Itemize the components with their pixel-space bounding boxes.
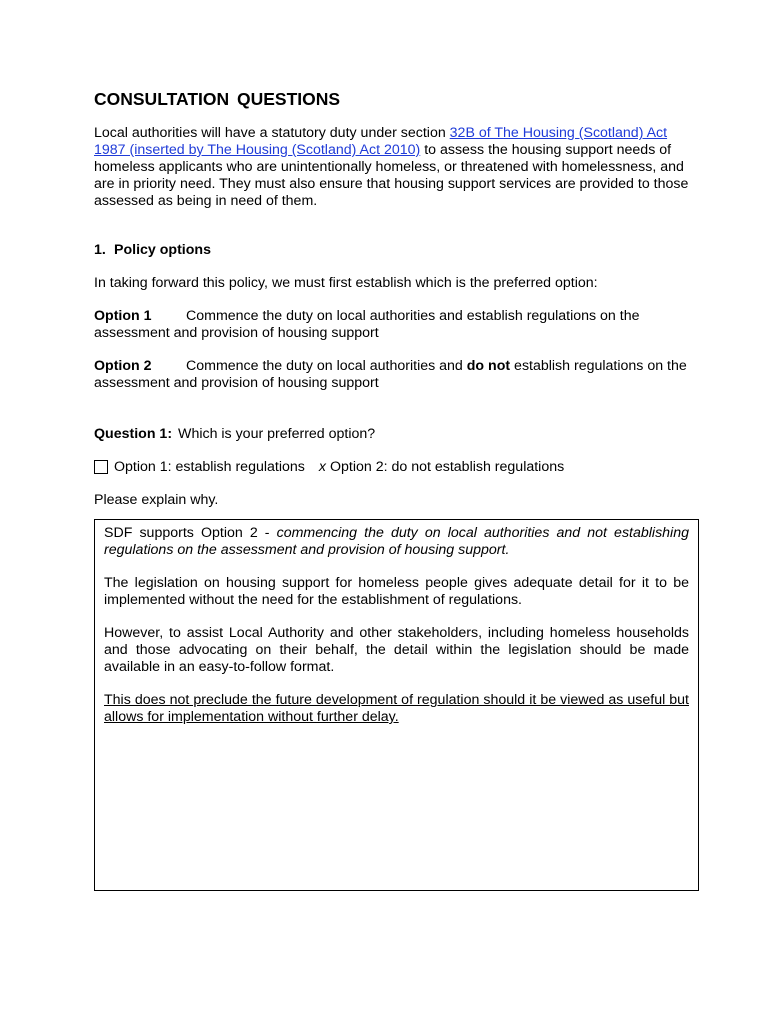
option-1-paragraph	[94, 308, 699, 342]
choice-2[interactable]	[319, 459, 564, 476]
section-heading	[94, 242, 699, 259]
answer-paragraph-4: This does not preclude the future development of regulation should it be viewed as useful but allows for implementation without further delay.	[104, 692, 689, 725]
option-2-text-start: Commence the duty on local authorities and	[186, 358, 467, 374]
page-title: CONSULTATION QUESTIONS	[94, 89, 341, 109]
explain-prompt: Please explain why.	[94, 492, 219, 508]
intro-paragraph	[94, 125, 699, 210]
choice-1-label: Option 1: establish regulations	[114, 459, 305, 475]
option-2-label: Option 2	[94, 358, 152, 374]
answer-box[interactable]	[94, 519, 699, 891]
option-2-text-end: establish regulations on the assessment and provision of housing support	[94, 358, 687, 391]
legislation-link[interactable]: 32B of The Housing (Scotland) Act 1987 (inserted by The Housing (Scotland) Act 2010)	[94, 125, 668, 158]
answer-paragraph-1	[104, 525, 689, 559]
document-page	[94, 88, 699, 509]
intro-text-start: Local authorities will have a statutory duty under section	[94, 125, 450, 141]
intro-text-end: to assess the housing support needs of homeless applicants who are unintentionally homeless, or threatened with homelessness, and are in priority need. They must also ensure that housing support services are provided to those assessed as being in need of them.	[94, 142, 689, 209]
section-number: 1.	[94, 242, 106, 258]
option-1-text: Commence the duty on local authorities and establish regulations on the assessment and provision of housing support	[94, 308, 640, 341]
answer-p1-italic: commencing the duty on local authorities and not establishing regulations on the assessment and provision of housing support.	[104, 525, 689, 558]
option-2-emphasis: do not	[466, 358, 511, 374]
option-1-checkbox[interactable]	[94, 460, 108, 474]
question-label: Question 1:	[94, 426, 173, 442]
answer-paragraph-3: However, to assist Local Authority and other stakeholders, including homeless households and those advocating on their behalf, the detail within the legislation should be made available in an easy-to-follow format.	[104, 625, 689, 675]
option-2-selected-mark: x	[318, 459, 326, 475]
answer-paragraph-2: The legislation on housing support for homeless people gives adequate detail for it to be implemented without the need for the establishment of regulations.	[104, 575, 689, 608]
choice-2-label: Option 2: do not establish regulations	[329, 459, 565, 475]
choice-row	[94, 459, 699, 476]
answer-p1-text: SDF supports Option 2 -	[104, 525, 277, 541]
question-text: Which is your preferred option?	[178, 426, 376, 442]
option-2-paragraph	[94, 358, 699, 392]
lead-text: In taking forward this policy, we must first establish which is the preferred option:	[94, 275, 598, 291]
option-1-label: Option 1	[94, 308, 152, 324]
question-1	[94, 426, 699, 443]
section-title: Policy options	[114, 242, 211, 258]
